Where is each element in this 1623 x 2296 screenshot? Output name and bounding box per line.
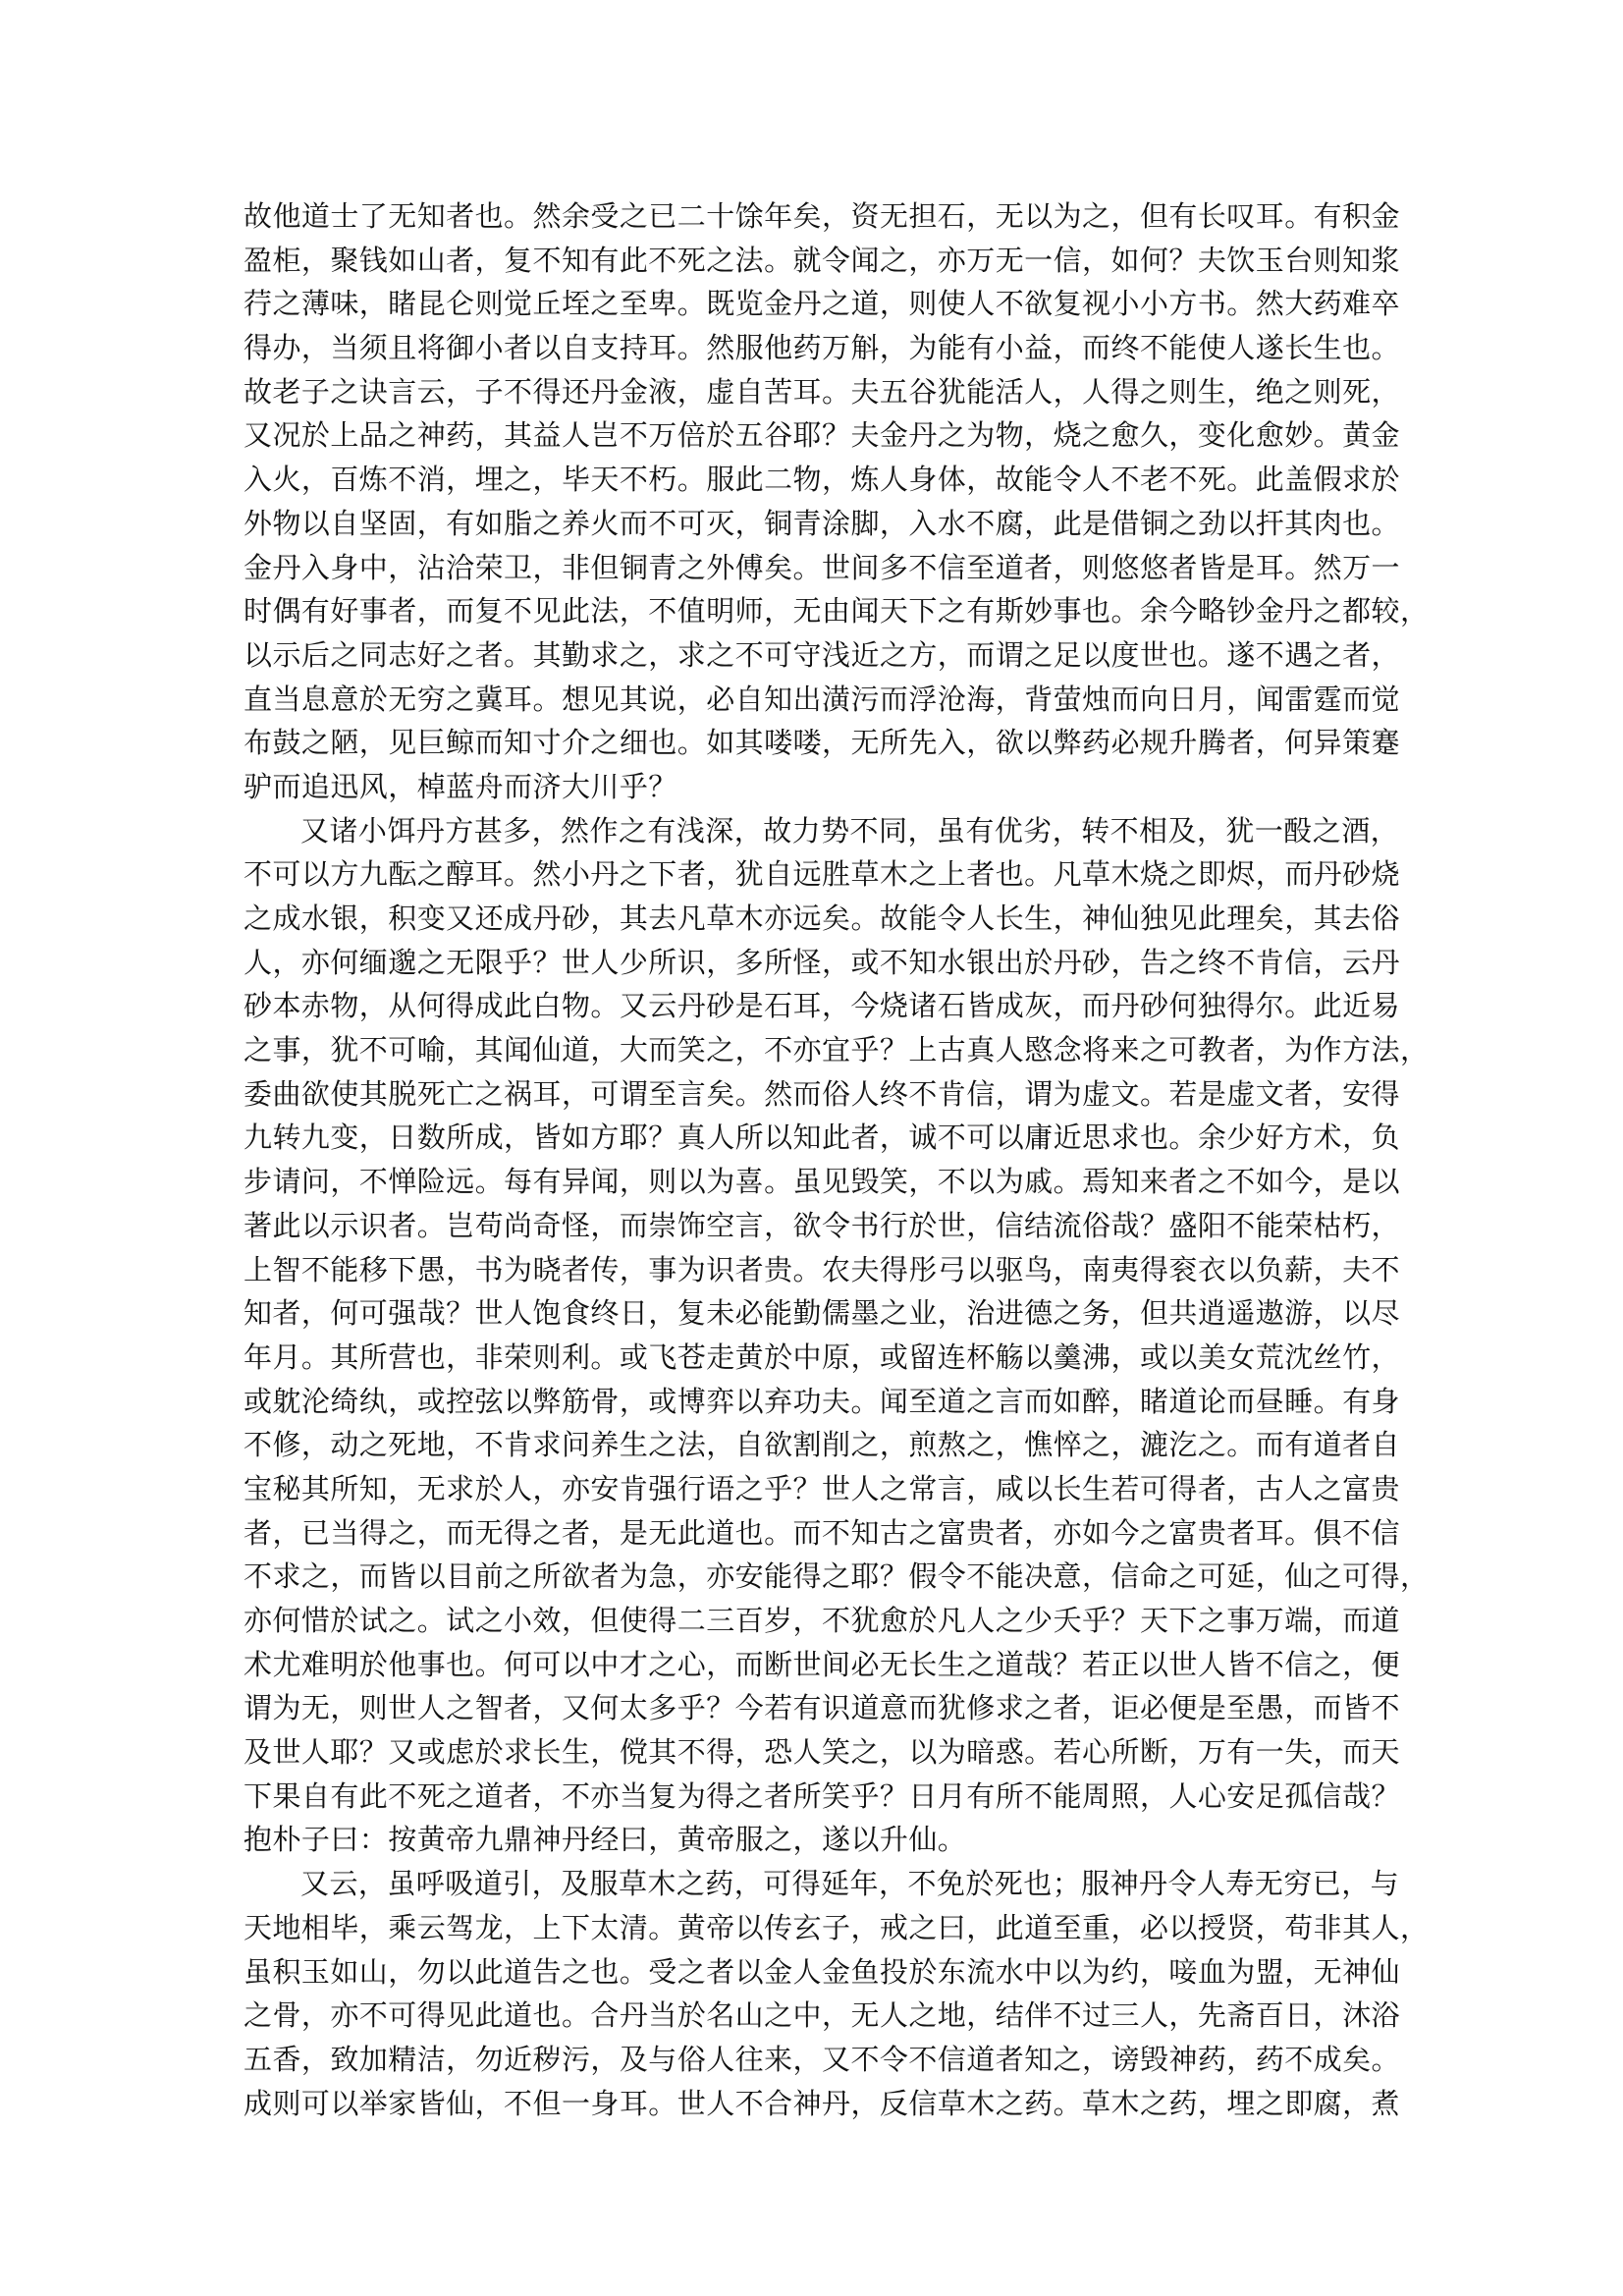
text-line: 时偶有好事者，而复不见此法，不值明师，无由闻天下之有斯妙事也。余今略钞金丹之都较， xyxy=(243,594,1430,629)
text-line: 委曲欲使其脱死亡之祸耳，可谓至言矣。然而俗人终不肯信，谓为虚文。若是虚文者，安得 xyxy=(243,1076,1401,1111)
text-line: 成则可以举家皆仙，不但一身耳。世人不合神丹，反信草木之药。草木之药，埋之即腐，煮 xyxy=(243,2086,1401,2120)
text-line: 得办，当须且将御小者以自支持耳。然服他药万斛，为能有小益，而终不能使人遂长生也。 xyxy=(243,331,1401,365)
text-line: 者，已当得之，而无得之者，是无此道也。而不知古之富贵者，亦如今之富贵者耳。俱不信 xyxy=(243,1515,1401,1550)
text-line: 驴而追迅风，棹蓝舟而济大川乎？ xyxy=(243,769,677,803)
text-line: 又况於上品之神药，其益人岂不万倍於五谷耶？夫金丹之为物，烧之愈久，变化愈妙。黄金 xyxy=(243,418,1401,453)
text-line: 年月。其所营也，非荣则利。或飞苍走黄於中原，或留连杯觞以羹沸，或以美女荒沈丝竹， xyxy=(243,1339,1401,1374)
text-line: 盈柜，聚钱如山者，复不知有此不死之法。就令闻之，亦万无一信，如何？夫饮玉台则知浆 xyxy=(243,243,1401,277)
text-line: 九转九变，日数所成，皆如方耶？真人所以知此者，诚不可以庸近思求也。余少好方术，负 xyxy=(243,1121,1401,1155)
text-line: 不求之，而皆以目前之所欲者为急，亦安能得之耶？假令不能决意，信命之可延，仙之可得， xyxy=(243,1559,1430,1594)
text-line: 谓为无，则世人之智者，又何太多乎？今若有识道意而犹修求之者，讵必便是至愚，而皆不 xyxy=(243,1691,1401,1725)
text-line: 入火，百炼不消，埋之，毕天不朽。服此二物，炼人身体，故能令人不老不死。此盖假求於 xyxy=(243,463,1401,497)
text-line: 上智不能移下愚，书为晓者传，事为识者贵。农夫得彤弓以驱鸟，南夷得衮衣以负薪，夫不 xyxy=(243,1252,1401,1286)
text-line: 以示后之同志好之者。其勤求之，求之不可守浅近之方，而谓之足以度世也。遂不遇之者， xyxy=(243,637,1401,672)
text-line: 荇之薄味，睹昆仑则觉丘垤之至卑。既览金丹之道，则使人不欲复视小小方书。然大药难卒 xyxy=(243,287,1401,321)
text-line: 术尤难明於他事也。何可以中才之心，而断世间必无长生之道哉？若正以世人皆不信之，便 xyxy=(243,1647,1401,1681)
text-line: 砂本赤物，从何得成此白物。又云丹砂是石耳，今烧诸石皆成灰，而丹砂何独得尔。此近易 xyxy=(243,989,1401,1023)
text-line: 五香，致加精洁，勿近秽污，及与俗人往来，又不令不信道者知之，谤毁神药，药不成矣。 xyxy=(243,2042,1401,2076)
text-line: 不可以方九酝之醇耳。然小丹之下者，犹自远胜草木之上者也。凡草木烧之即烬，而丹砂烧 xyxy=(243,857,1401,892)
text-line: 金丹入身中，沾洽荣卫，非但铜青之外傅矣。世间多不信至道者，则悠悠者皆是耳。然万一 xyxy=(243,550,1401,584)
text-line: 之骨，亦不可得见此道也。合丹当於名山之中，无人之地，结伴不过三人，先斋百日，沐浴 xyxy=(243,1998,1401,2033)
text-line: 布鼓之陋，见巨鲸而知寸介之细也。如其喽喽，无所先入，欲以弊药必规升腾者，何异策蹇 xyxy=(243,726,1401,760)
text-line: 著此以示识者。岂苟尚奇怪，而崇饰空言，欲令书行於世，信结流俗哉？盛阳不能荣枯朽， xyxy=(243,1208,1401,1242)
text-line: 直当息意於无穷之冀耳。想见其说，必自知出潢污而浮沧海，背萤烛而向日月，闻雷霆而觉 xyxy=(243,682,1401,716)
text-line: 下果自有此不死之道者，不亦当复为得之者所笑乎？日月有所不能周照，人心安足孤信哉？ xyxy=(243,1778,1401,1813)
text-line: 亦何惜於试之。试之小效，但使得二三百岁，不犹愈於凡人之少夭乎？天下之事万端，而道 xyxy=(243,1604,1401,1637)
paragraph-start-line: 又云，虽呼吸道引，及服草木之药，可得延年，不免於死也；服神丹令人寿无穷已，与 xyxy=(300,1867,1400,1901)
text-line: 虽积玉如山，勿以此道告之也。受之者以金人金鱼投於东流水中以为约，唼血为盟，无神仙 xyxy=(243,1954,1401,1989)
text-line: 步请问，不惮险远。每有异闻，则以为喜。虽见毁笑，不以为戚。焉知来者之不如今，是以 xyxy=(243,1165,1401,1199)
document-body xyxy=(243,194,1430,2125)
paragraph-start-line: 又诸小饵丹方甚多，然作之有浅深，故力势不同，虽有优劣，转不相及，犹一酘之酒， xyxy=(300,813,1400,847)
text-line: 故老子之诀言云，子不得还丹金液，虚自苦耳。夫五谷犹能活人，人得之则生，绝之则死， xyxy=(243,374,1401,409)
text-line: 故他道士了无知者也。然余受之已二十馀年矣，资无担石，无以为之，但有长叹耳。有积金 xyxy=(243,199,1401,233)
text-line: 抱朴子曰：按黄帝九鼎神丹经曰，黄帝服之，遂以升仙。 xyxy=(243,1823,967,1857)
text-line: 人，亦何缅邈之无限乎？世人少所识，多所怪，或不知水银出於丹砂，告之终不肯信，云丹 xyxy=(243,945,1401,979)
text-line: 之事，犹不可喻，其闻仙道，大而笑之，不亦宜乎？上古真人愍念将来之可教者，为作方法， xyxy=(243,1033,1430,1067)
text-line: 天地相毕，乘云驾龙，上下太清。黄帝以传玄子，戒之曰，此道至重，必以授贤，苟非其人， xyxy=(243,1910,1430,1944)
text-line: 之成水银，积变又还成丹砂，其去凡草木亦远矣。故能令人长生，神仙独见此理矣，其去俗 xyxy=(243,902,1401,935)
text-line: 及世人耶？又或虑於求长生，傥其不得，恐人笑之，以为暗惑。若心所断，万有一失，而天 xyxy=(243,1735,1401,1770)
text-line: 不修，动之死地，不肯求问养生之法，自欲割削之，煎熬之，憔悴之，漉汔之。而有道者自 xyxy=(243,1428,1401,1462)
text-line: 知者，何可强哉？世人饱食终日，复未必能勤儒墨之业，治进德之务，但共逍遥遨游，以尽 xyxy=(243,1296,1401,1331)
text-line: 宝秘其所知，无求於人，亦安肯强行语之乎？世人之常言，咸以长生若可得者，古人之富贵 xyxy=(243,1471,1401,1505)
text-line: 或躭沦绮纨，或控弦以弊筋骨，或博弈以弃功夫。闻至道之言而如醉，睹道论而昼睡。有身 xyxy=(243,1384,1401,1418)
text-line: 外物以自坚固，有如脂之养火而不可灭，铜青涂脚，入水不腐，此是借铜之劲以扞其肉也。 xyxy=(243,506,1401,540)
